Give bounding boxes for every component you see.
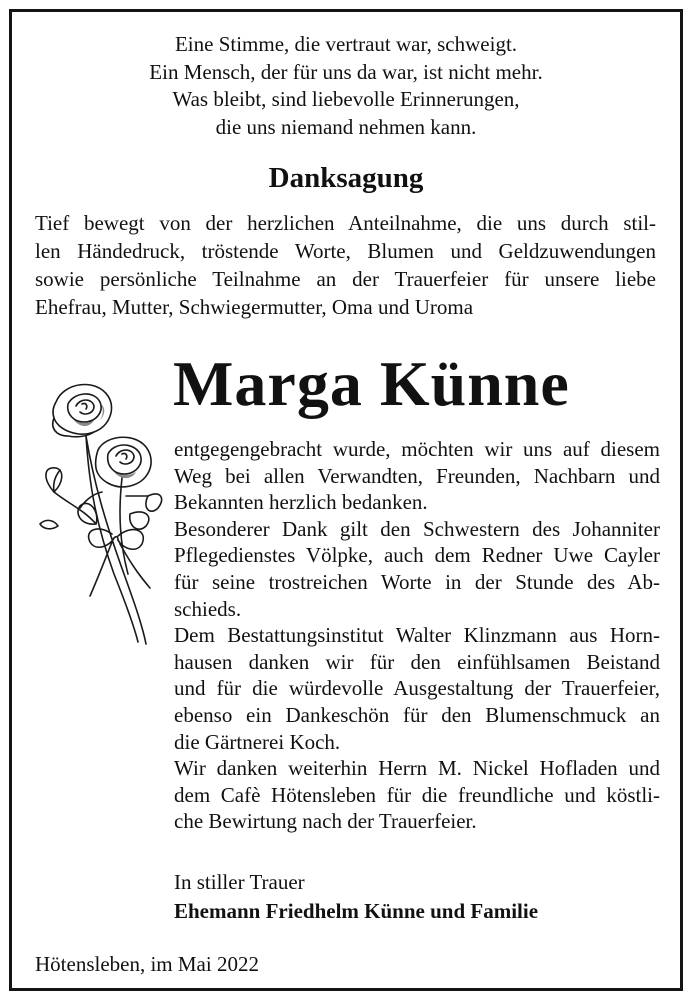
intro-line: Tief bewegt von der herzlichen Anteilnahme, die uns durch stil- bbox=[35, 211, 656, 235]
body-line: Wir danken weiterhin Herrn M. Nickel Hofladen und bbox=[174, 756, 660, 781]
body-line: ebenso ein Dankeschön für den Blumenschmuck an bbox=[174, 702, 660, 727]
body-line: che Bewirtung nach der Trauerfeier. bbox=[174, 809, 477, 834]
poem-line: die uns niemand nehmen kann. bbox=[215, 114, 477, 139]
body-line: hausen danken wir für den einfühlsamen Beistand bbox=[174, 649, 660, 674]
intro-line: Ehefrau, Mutter, Schwiegermutter, Oma und Uroma bbox=[35, 295, 474, 319]
intro-line: sowie persönliche Teilnahme an der Trauerfeier für unsere liebe bbox=[35, 267, 656, 291]
place-date: Hötensleben, im Mai 2022 bbox=[35, 952, 259, 976]
body-line: entgegengebracht wurde, möchten wir uns auf diesem bbox=[174, 437, 660, 461]
intro-line: len Händedruck, tröstende Worte, Blumen und Geldzuwendungen bbox=[35, 239, 656, 263]
body-line: Pflegedienstes Völpke, auch dem Redner Uwe Cayler bbox=[174, 543, 660, 568]
body-line: Bekannten herzlich bedanken. bbox=[174, 490, 428, 515]
body-line: schieds. bbox=[174, 596, 242, 621]
body-line: und für die würdevolle Ausgestaltung der Trauerfeier, bbox=[174, 676, 660, 701]
body-line: für seine trostreichen Worte in der Stunde des Ab- bbox=[174, 569, 660, 594]
rose-illustration-icon bbox=[34, 374, 169, 654]
body-line: die Gärtnerei Koch. bbox=[174, 729, 341, 754]
page-title: Danksagung bbox=[268, 162, 424, 194]
memorial-poem bbox=[12, 31, 680, 141]
poem-line: Was bleibt, sind liebevolle Erinnerungen, bbox=[172, 87, 520, 111]
closing-label: In stiller Trauer bbox=[174, 870, 305, 894]
body-line: Besonderer Dank gilt den Schwestern des Johanniter bbox=[174, 516, 660, 541]
deceased-name: Marga Künne bbox=[173, 348, 570, 419]
intro-paragraph bbox=[35, 209, 656, 321]
signature: Ehemann Friedhelm Künne und Familie bbox=[174, 899, 539, 923]
body-line: Dem Bestattungsinstitut Walter Klinzmann aus Horn- bbox=[174, 623, 660, 648]
poem-line: Ein Mensch, der für uns da war, ist nicht mehr. bbox=[149, 59, 543, 84]
body-line: dem Cafè Hötensleben für die freundliche und köstli- bbox=[174, 782, 660, 807]
thanks-paragraph bbox=[174, 436, 660, 835]
poem-line: Eine Stimme, die vertraut war, schweigt. bbox=[174, 32, 518, 56]
body-line: Weg bei allen Verwandten, Freunden, Nachbarn und bbox=[174, 463, 660, 488]
obituary-card bbox=[9, 9, 683, 991]
